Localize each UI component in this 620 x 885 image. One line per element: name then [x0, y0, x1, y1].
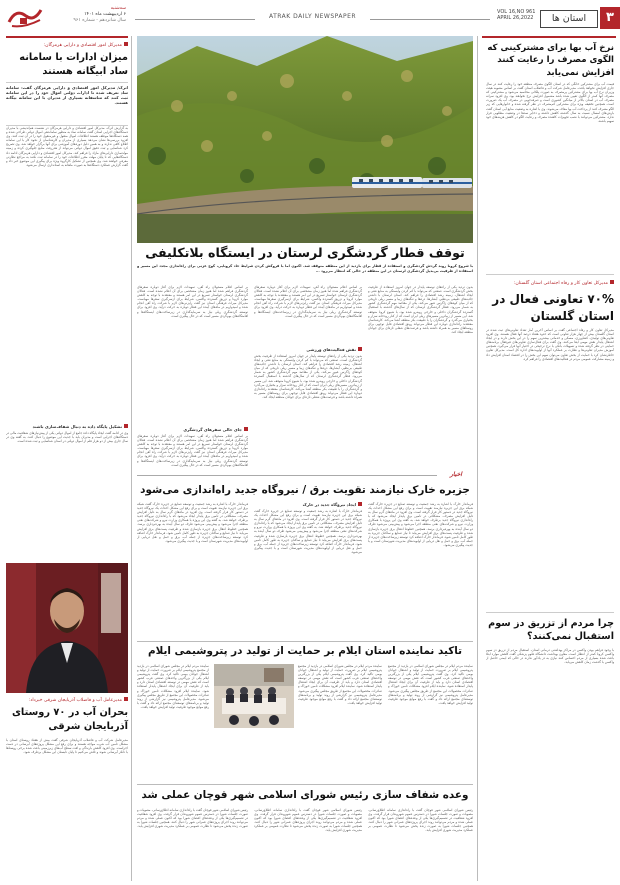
right-story2-headline: ۷۰% تعاونی فعال در استان گلستان	[492, 292, 614, 323]
right-story3-headline: چرا مردم از تزریق دز سوم استقبال نمی‌کنند؟	[488, 618, 614, 643]
left-sub-square-icon	[124, 424, 128, 428]
column-divider-right	[477, 36, 478, 881]
train-story-sub1-text: نقش فعالیت‌های ورزشی	[306, 347, 356, 352]
right-story2-divider	[486, 274, 614, 275]
issue-number: سال شانزدهم - شماره ۹۶۱	[73, 18, 126, 23]
left-story1-kicker-text: مدیرکل امور اقتصادی و دارایی هرمزگان:	[43, 43, 122, 48]
left-story2-headline: بحران آب در ۷۰ روستای آذربایجان شرقی	[11, 707, 128, 732]
left-story1-body2: وی در ادامه گفت ایجاد پایگاه داده جامع از اموال دولتی یکی از پیش‌نیازهای شفافیت مالی در دستگاه‌های اجرایی است و مدیران باید با جدیت این موضوع را دنبال کنند. به گفته وی در سال جاری بیش از دو هزار قلم از اموال دولتی در استان شناسایی و ثبت شده است.	[6, 431, 128, 444]
left-story2-kicker-text: مدیرعامل آب و فاضلاب آذربایجان شرقی خبرداد:	[28, 698, 122, 703]
power-story-sub-text: ایجاد نیروگاه جدید در خارک	[302, 502, 356, 507]
train-story-col-right: بدون تردید یکی از راه‌های توسعه پایدار در جهان امروز استفاده از ظرفیت بخش گردشگری است. صنعتی که می‌تواند با کم کردن وابستگی به منابع نفتی و ایجاد اشتغال، زمینه رشد اقتصادی را فراهم کند. استان لرستان با داشتن جاذبه‌های طبیعی بی‌نظیر، آبشارها، دره‌ها و تنگه‌های زیبا و مسیر ریلی تاریخی که از میان کوه‌های زاگرس عبور می‌کند، یکی از مقاصد مهم گردشگری کشور به شمار می‌رود. قطار گردشگری لرستان که از سال‌های گذشته با استقبال گسترده گردشگران داخلی و خارجی روبه‌رو شده بود، با شیوع کرونا متوقف شد. این مسیر از زیباترین مسیرهای ریلی ایران است که از کنار رودخانه سزار و بختیاری می‌گذرد و گردشگران را با طبیعت بکر منطقه آشنا می‌کند. کارشناسان معتقدند راه‌اندازی دوباره این قطار می‌تواند رونق اقتصادی قابل توجهی برای روستاهای مسیر به همراه داشته باشد و فرصت‌های شغلی تازه‌ای برای جوانان منطقه ایجاد کند.	[368, 285, 473, 335]
train-landscape-image	[137, 36, 473, 243]
left-kicker2-square-icon	[124, 697, 128, 701]
hero-lead: با شروع کرونا روند گردش گردشگری و استفاده از قطار برای بازدید از این منطقه متوقف شد. اکنون اما با فروکش کردن شرایط حاد کرونایی، کوچ عزتی برای راه‌اندازی مجدد این مسیر و استفاده از ظرفیت بی‌بدیل گردشگری لرستان در این منطقه در حالی که انتظار می‌رود ...	[137, 264, 473, 273]
ilam-meeting-photo	[214, 664, 294, 728]
kicker-square-icon	[610, 280, 614, 284]
page-number-box: ۳	[600, 7, 620, 29]
train-story-sub1	[254, 347, 362, 352]
train-story-col-left-top: بر اساس اعلام مسئولان راه آهن، تمهیدات لازم برای آغاز دوباره سفرهای گردشگری فراهم شده اما هنوز زمان مشخصی برای آن اعلام نشده است. فعالان گردشگری لرستان خواستار تسریع در این امر هستند و معتقدند با توجه به کاهش موارد کرونا و تزریق گسترده واکسن، شرایط برای ازسرگیری سفرها مهیاست. مدیرکل میراث فرهنگی استان نیز گفت رایزنی‌های لازم با شرکت راه آهن انجام شده و امیدواریم در ماه‌های آینده این قطار دوباره به حرکت درآید. وی افزود برای توسعه گردشگری ریلی نیاز به سرمایه‌گذاری در زیرساخت‌های ایستگاه‌ها و اقامتگاه‌های بوم‌گردی مسیر است که در حال پیگیری است.	[137, 285, 248, 318]
logo-mark-icon	[6, 6, 44, 30]
right-story3-divider	[486, 612, 614, 613]
power-story-sub	[254, 502, 362, 507]
right-story3-body: با وجود فراهم بودن واکسن در مراکز بهداشتی درمانی استان، استقبال مردم از تزریق دز سوم واکسن کرونا کمتر از انتظار است. معاون بهداشت دانشگاه علوم پزشکی گفت کاهش موارد ابتلا باعث شده بسیاری از مردم احساس کنند نیازی به دز یادآور ندارند در حالی که ایمنی حاصل از واکسن با گذشت زمان کاهش می‌یابد.	[486, 648, 614, 665]
newspaper-logo	[6, 6, 44, 30]
right-story1-body: قیمت آب برای مشترکین خانگی که در استان الگوی مصرف منطقه خود را رعایت کنند در سال جاری افزایش نخواهد یافت. مدیرعامل شرکت آب و فاضلاب استان گفت بر اساس مصوبه هیئت وزیران نرخ آب بها برای مشترکین پرمصرف به صورت پلکانی محاسبه می‌شود و مشترکینی که مصرف آنها کمتر از الگوی تعیین شده باشد مشمول افزایش نرخ نخواهند بود. وی افزود سرانه مصرف آب در استان بالاتر از میانگین کشوری است و صرفه‌جویی در مصرف آب یک ضرورت است. همچنین تخفیف ویژه برای مشترکین کم‌مصرف در نظر گرفته شده و خانوارهایی که زیر الگو مصرف کنند از پرداخت آب بها معاف می‌شوند. وی با اشاره به وضعیت منابع آبی استان گفت بارش‌های امسال نسبت به سال گذشته کاهش داشته و ذخایر سدها در وضعیت مطلوبی قرار ندارد. مشترکین می‌توانند با نصب تجهیزات کاهنده مصرف و رعایت الگو در کاهش هزینه‌های خود سهیم باشند.	[486, 82, 614, 123]
header-rule-right	[370, 19, 490, 20]
right-story2-body: مدیرکل تعاون کار و رفاه اجتماعی گفت بر اساس آخرین آمار تعداد تعاونی‌های ثبت شده در استان گلستان بیش از چهار هزار تعاونی است که حدود هفتاد درصد آنها فعال هستند. وی افزود تعاونی‌های تولیدی، کشاورزی، مسکن و خدماتی بیشترین سهم را در این بخش دارند و در ایجاد اشتغال پایدار نقش مهمی ایفا می‌کنند. وی گفت برای فعال‌سازی تعاونی‌های غیرفعال برنامه‌های حمایتی در نظر گرفته شده و تسهیلات بانکی با نرخ ترجیحی در اختیار آنها قرار می‌گیرد. همچنین آموزش مدیران تعاونی‌ها و نظارت بر عملکرد آنها از اولویت‌های اداره کل است. مدیرکل تعاون خاطرنشان کرد با حمایت از بخش تعاون می‌توان سهم این بخش را در اقتصاد استان افزایش داد و زمینه مشارکت عمومی مردم در فعالیت‌های اقتصادی را فراهم کرد.	[486, 328, 614, 361]
ilam-story-col-mid: نماینده مردم ایلام در مجلس شورای اسلامی در بازدید از مجتمع پتروشیمی ایلام بر ضرورت حمایت از تولید و اشتغال جوانان بومی تاکید کرد. وی گفت پتروشیمی ایلام یکی از بزرگترین واحدهای صنعتی غرب کشور است که نقش مهمی در توسعه اقتصادی استان دارد و باید از ظرفیت آن برای ایجاد اشتغال پایدار استفاده شود. نماینده ایلام افزود مشکلات تامین خوراک و صادرات محصولات این مجتمع از طریق مجلس پیگیری می‌شود. مدیرعامل پتروشیمی نیز گزارشی از روند تولید و برنامه‌های توسعه‌ای مجتمع ارائه داد و گفت با رفع موانع موجود ظرفیت تولید افزایش خواهد یافت.	[298, 664, 382, 705]
left-kicker-square-icon	[124, 42, 128, 46]
ilam-divider	[137, 641, 473, 642]
train-story-col-left-bottom: بر اساس اعلام مسئولان راه آهن، تمهیدات لازم برای آغاز دوباره سفرهای گردشگری فراهم شده اما هنوز زمان مشخصی برای آن اعلام نشده است. فعالان گردشگری لرستان خواستار تسریع در این امر هستند و معتقدند با توجه به کاهش موارد کرونا و تزریق گسترده واکسن، شرایط برای ازسرگیری سفرها مهیاست. مدیرکل میراث فرهنگی استان نیز گفت رایزنی‌های لازم با شرکت راه آهن انجام شده و امیدواریم در ماه‌های آینده این قطار دوباره به حرکت درآید. وی افزود برای توسعه گردشگری ریلی نیاز به سرمایه‌گذاری در زیرساخت‌های ایستگاه‌ها و اقامتگاه‌های بوم‌گردی مسیر است که در حال پیگیری است.	[137, 434, 248, 467]
news-label: اخبار	[450, 471, 462, 478]
right-topbar	[482, 36, 616, 38]
sub-square-icon-2	[244, 427, 248, 431]
meeting-image	[214, 664, 294, 728]
ghuchan-story-headline: وعده شفاف سازی رئیس شورای اسلامی شهر قوچان عملی شد	[141, 789, 469, 801]
left-story1-lead-box	[6, 82, 128, 126]
ilam-story-col-left: نماینده مردم ایلام در مجلس شورای اسلامی در بازدید از مجتمع پتروشیمی ایلام بر ضرورت حمایت از تولید و اشتغال جوانان بومی تاکید کرد. وی گفت پتروشیمی ایلام یکی از بزرگترین واحدهای صنعتی غرب کشور است که نقش مهمی در توسعه اقتصادی استان دارد و باید از ظرفیت آن برای ایجاد اشتغال پایدار استفاده شود. نماینده ایلام افزود مشکلات تامین خوراک و صادرات محصولات این مجتمع از طریق مجلس پیگیری می‌شود. مدیرعامل پتروشیمی نیز گزارشی از روند تولید و برنامه‌های توسعه‌ای مجتمع ارائه داد و گفت با رفع موانع موجود ظرفیت تولید افزایش خواهد یافت.	[137, 664, 209, 709]
right-story2-kicker	[486, 280, 614, 287]
power-story-col-right: فرماندار خارک با اشاره به رشد جمعیت و توسعه صنایع در جزیره خارک گفت شبکه برق این جزیره نیازمند تقویت است و برای رفع این مشکل احداث یک نیروگاه جدید در دستور کار قرار گرفته است. وی افزود در ماه‌های گرم سال به دلیل افزایش مصرف، مشکلاتی در تامین برق پایدار ایجاد می‌شود که با راه‌اندازی نیروگاه جدید برطرف خواهد شد. به گفته وی این پروژه با همکاری وزارت نیرو و شرکت‌های نفتی منطقه اجرا می‌شود و پیش‌بینی می‌شود ظرف دو سال آینده به بهره‌برداری برسد. همچنین خطوط انتقال برق جزیره بازسازی شده و ظرفیت پست‌های برق افزایش می‌یابد تا نیاز صنایع و ساکنان جزیره به طور کامل تامین شود. فرماندار خارک اضافه کرد توسعه زیرساخت‌های جزیره از جمله آب، برق و حمل و نقل دریایی از اولویت‌های مدیریت شهرستان است و با جدیت پیگیری می‌شود.	[368, 502, 473, 547]
left-portrait-photo	[6, 563, 128, 693]
column-divider-left	[131, 36, 132, 881]
ghuchan-divider	[137, 784, 473, 785]
train-story-sub2-text: جای خالی سفرهای گردشگری	[183, 427, 242, 432]
section-title: استان ها	[540, 10, 598, 28]
power-story-headline: جزیره خارک نیازمند تقویت برق / نیروگاه جدید راه‌اندازی می‌شود	[140, 484, 470, 496]
left-story1-body: به گزارش اترک، مدیرکل امور اقتصادی و دارایی هرمزگان در نشست هم‌اندیشی با مدیران دستگاه‌های اجرایی استان گفت سامانه ساد به منظور ساماندهی اموال دولتی طراحی شده و همه دستگاه‌ها موظف هستند اطلاعات اموال منقول و غیرمنقول خود را در آن ثبت کنند. وی افزود بررسی‌ها نشان می‌دهد بسیاری از مدیران و کارشناسان از نحوه کار با این سامانه اطلاع کافی ندارند و به همین دلیل دوره‌های آموزشی برای آنها برگزار خواهد شد. وی تصریح کرد شناسایی و ثبت دقیق اموال دولتی می‌تواند از هدررفت منابع جلوگیری کرده و زمینه مولدسازی دارایی‌های مازاد را فراهم کند. مدیرکل امور اقتصادی و دارایی هرمزگان ادامه داد دستگاه‌هایی که تا پایان مهلت مقرر اطلاعات خود را در سامانه ثبت نکنند به مراجع نظارتی معرفی خواهند شد. وی همچنین از تشکیل کارگروه ویژه برای پیگیری این موضوع خبر داد و گفت گزارش عملکرد دستگاه‌ها به صورت ماهانه به استانداری ارسال می‌شود.	[6, 126, 128, 167]
english-date: APRIL 26,2022	[497, 15, 534, 21]
power-story-col-left: فرماندار خارک با اشاره به رشد جمعیت و توسعه صنایع در جزیره خارک گفت شبکه برق این جزیره نیازمند تقویت است و برای رفع این مشکل احداث یک نیروگاه جدید در دستور کار قرار گرفته است. وی افزود در ماه‌های گرم سال به دلیل افزایش مصرف، مشکلاتی در تامین برق پایدار ایجاد می‌شود که با راه‌اندازی نیروگاه جدید برطرف خواهد شد. به گفته وی این پروژه با همکاری وزارت نیرو و شرکت‌های نفتی منطقه اجرا می‌شود و پیش‌بینی می‌شود ظرف دو سال آینده به بهره‌برداری برسد. همچنین خطوط انتقال برق جزیره بازسازی شده و ظرفیت پست‌های برق افزایش می‌یابد تا نیاز صنایع و ساکنان جزیره به طور کامل تامین شود. فرماندار خارک اضافه کرد توسعه زیرساخت‌های جزیره از جمله آب، برق و حمل و نقل دریایی از اولویت‌های مدیریت شهرستان است و با جدیت پیگیری می‌شود.	[137, 502, 248, 543]
ilam-story-headline: تاکید نماینده استان ایلام بر حمایت از تولید در پتروشیمی ایلام	[147, 645, 463, 657]
right-story1-headline: نرخ آب بها برای مشترکینی که الگوی مصرف را رعایت کنند افزایش نمی‌یابد	[487, 43, 614, 78]
left-story2-kicker	[6, 697, 128, 704]
ghuchan-story-col-left: رئیس شورای اسلامی شهر قوچان گفت با راه‌اندازی سامانه اطلاع‌رسانی، مصوبات و صورت جلسات شورا در دسترس عموم شهروندان قرار گرفت. وی افزود شفافیت در تصمیم‌گیری‌ها یکی از وعده‌های اعضای شورا بود که اکنون عملی شده و مردم می‌توانند روند اجرای پروژه‌های عمرانی شهر را دنبال کنند. همچنین جلسات شورا به صورت زنده پخش می‌شود تا نظارت عمومی بر عملکرد مدیریت شهری افزایش یابد.	[137, 808, 248, 829]
sub-square-icon	[358, 347, 362, 351]
persian-date: ۶ اردیبهشت ماه ۱۴۰۱	[84, 12, 126, 17]
volume-number: VOL 16,NO 961	[497, 9, 536, 15]
ghuchan-story-col-right: رئیس شورای اسلامی شهر قوچان گفت با راه‌اندازی سامانه اطلاع‌رسانی، مصوبات و صورت جلسات شورا در دسترس عموم شهروندان قرار گرفت. وی افزود شفافیت در تصمیم‌گیری‌ها یکی از وعده‌های اعضای شورا بود که اکنون عملی شده و مردم می‌توانند روند اجرای پروژه‌های عمرانی شهر را دنبال کنند. همچنین جلسات شورا به صورت زنده پخش می‌شود تا نظارت عمومی بر عملکرد مدیریت شهری افزایش یابد.	[368, 808, 473, 833]
power-story-col-mid: فرماندار خارک با اشاره به رشد جمعیت و توسعه صنایع در جزیره خارک گفت شبکه برق این جزیره نیازمند تقویت است و برای رفع این مشکل احداث یک نیروگاه جدید در دستور کار قرار گرفته است. وی افزود در ماه‌های گرم سال به دلیل افزایش مصرف، مشکلاتی در تامین برق پایدار ایجاد می‌شود که با راه‌اندازی نیروگاه جدید برطرف خواهد شد. به گفته وی این پروژه با همکاری وزارت نیرو و شرکت‌های نفتی منطقه اجرا می‌شود و پیش‌بینی می‌شود ظرف دو سال آینده به بهره‌برداری برسد. همچنین خطوط انتقال برق جزیره بازسازی شده و ظرفیت پست‌های برق افزایش می‌یابد تا نیاز صنایع و ساکنان جزیره به طور کامل تامین شود. فرماندار خارک اضافه کرد توسعه زیرساخت‌های جزیره از جمله آب، برق و حمل و نقل دریایی از اولویت‌های مدیریت شهرستان است و با جدیت پیگیری می‌شود.	[254, 509, 362, 554]
train-story-sub2	[137, 427, 248, 432]
newspaper-name-en: ATRAK DAILY NEWSPAPER	[268, 13, 357, 20]
ghuchan-story-col-mid: رئیس شورای اسلامی شهر قوچان گفت با راه‌اندازی سامانه اطلاع‌رسانی، مصوبات و صورت جلسات شورا در دسترس عموم شهروندان قرار گرفت. وی افزود شفافیت در تصمیم‌گیری‌ها یکی از وعده‌های اعضای شورا بود که اکنون عملی شده و مردم می‌توانند روند اجرای پروژه‌های عمرانی شهر را دنبال کنند. همچنین جلسات شورا به صورت زنده پخش می‌شود تا نظارت عمومی بر عملکرد مدیریت شهری افزایش یابد.	[254, 808, 362, 833]
header-rule-left	[135, 19, 255, 20]
ilam-story-col-right: نماینده مردم ایلام در مجلس شورای اسلامی در بازدید از مجتمع پتروشیمی ایلام بر ضرورت حمایت از تولید و اشتغال جوانان بومی تاکید کرد. وی گفت پتروشیمی ایلام یکی از بزرگترین واحدهای صنعتی غرب کشور است که نقش مهمی در توسعه اقتصادی استان دارد و باید از ظرفیت آن برای ایجاد اشتغال پایدار استفاده شود. نماینده ایلام افزود مشکلات تامین خوراک و صادرات محصولات این مجتمع از طریق مجلس پیگیری می‌شود. مدیرعامل پتروشیمی نیز گزارشی از روند تولید و برنامه‌های توسعه‌ای مجتمع ارائه داد و گفت با رفع موانع موجود ظرفیت تولید افزایش خواهد یافت.	[388, 664, 473, 705]
train-story-col-mid-bottom: بدون تردید یکی از راه‌های توسعه پایدار در جهان امروز استفاده از ظرفیت بخش گردشگری است. صنعتی که می‌تواند با کم کردن وابستگی به منابع نفتی و ایجاد اشتغال، زمینه رشد اقتصادی را فراهم کند. استان لرستان با داشتن جاذبه‌های طبیعی بی‌نظیر، آبشارها، دره‌ها و تنگه‌های زیبا و مسیر ریلی تاریخی که از میان کوه‌های زاگرس عبور می‌کند، یکی از مقاصد مهم گردشگری کشور به شمار می‌رود. قطار گردشگری لرستان که از سال‌های گذشته با استقبال گسترده گردشگران داخلی و خارجی روبه‌رو شده بود، با شیوع کرونا متوقف شد. این مسیر از زیباترین مسیرهای ریلی ایران است که از کنار رودخانه سزار و بختیاری می‌گذرد و گردشگران را با طبیعت بکر منطقه آشنا می‌کند. کارشناسان معتقدند راه‌اندازی دوباره این قطار می‌تواند رونق اقتصادی قابل توجهی برای روستاهای مسیر به همراه داشته باشد و فرصت‌های شغلی تازه‌ای برای جوانان منطقه ایجاد کند.	[254, 354, 362, 399]
power-sub-square-icon	[358, 502, 362, 506]
portrait-image	[6, 563, 128, 693]
left-story1-headline: میزان ادارات با سامانه ساد ابیگانه هستند	[19, 52, 128, 77]
news-band-rule	[137, 475, 437, 476]
train-icon	[352, 177, 472, 188]
left-story2-body: مدیرعامل شرکت آب و فاضلاب آذربایجان شرقی گفت بیش از هفتاد روستای استان با مشکل تامین آب شرب مواجه هستند و برای رفع این مشکل پروژه‌های آبرسانی در دست اجراست. وی افزود کاهش بارندگی و افت سطح آب‌های زیرزمینی باعث شده برخی روستاها با تانکر آبرسانی شوند و تلاش می‌کنیم تا پایان تابستان این مشکل برطرف شود.	[6, 738, 128, 755]
center-header	[135, 10, 490, 24]
volume-info	[497, 9, 537, 21]
left-story1-sub	[6, 424, 128, 429]
left-story1-sub-text: تشکیل پایگاه داده به دنبال شفاف‌سازی باشند	[32, 424, 122, 429]
hero-photo-train	[137, 36, 473, 243]
left-story1-kicker	[6, 42, 128, 49]
logo-date-block	[46, 6, 126, 24]
right-story2-kicker-text: مدیرکل تعاون کار و رفاه اجتماعی استان گلستان:	[513, 281, 608, 286]
hero-headline: توقف قطار گردشگری لرستان در ایستگاه بلاتکلیفی	[145, 245, 465, 260]
day-name: سه‌شنبه	[110, 6, 126, 11]
news-band	[137, 470, 473, 481]
left-story1-lead: اترک/ مدیرکل امور اقتصادی و دارایی هرمزگان گفت: سامانه ساد تعریف شده تا ادارات دولتی اموال خود را در این سامانه ثبت کنند که متاسفانه بسیاری از مدیران با این سامانه بیگانه هستند.	[6, 85, 128, 105]
left-topbar	[6, 36, 128, 38]
train-story-col-mid-top: بر اساس اعلام مسئولان راه آهن، تمهیدات لازم برای آغاز دوباره سفرهای گردشگری فراهم شده اما هنوز زمان مشخصی برای آن اعلام نشده است. فعالان گردشگری لرستان خواستار تسریع در این امر هستند و معتقدند با توجه به کاهش موارد کرونا و تزریق گسترده واکسن، شرایط برای ازسرگیری سفرها مهیاست. مدیرکل میراث فرهنگی استان نیز گفت رایزنی‌های لازم با شرکت راه آهن انجام شده و امیدواریم در ماه‌های آینده این قطار دوباره به حرکت درآید. وی افزود برای توسعه گردشگری ریلی نیاز به سرمایه‌گذاری در زیرساخت‌های ایستگاه‌ها و اقامتگاه‌های بوم‌گردی مسیر است که در حال پیگیری است.	[254, 285, 362, 318]
